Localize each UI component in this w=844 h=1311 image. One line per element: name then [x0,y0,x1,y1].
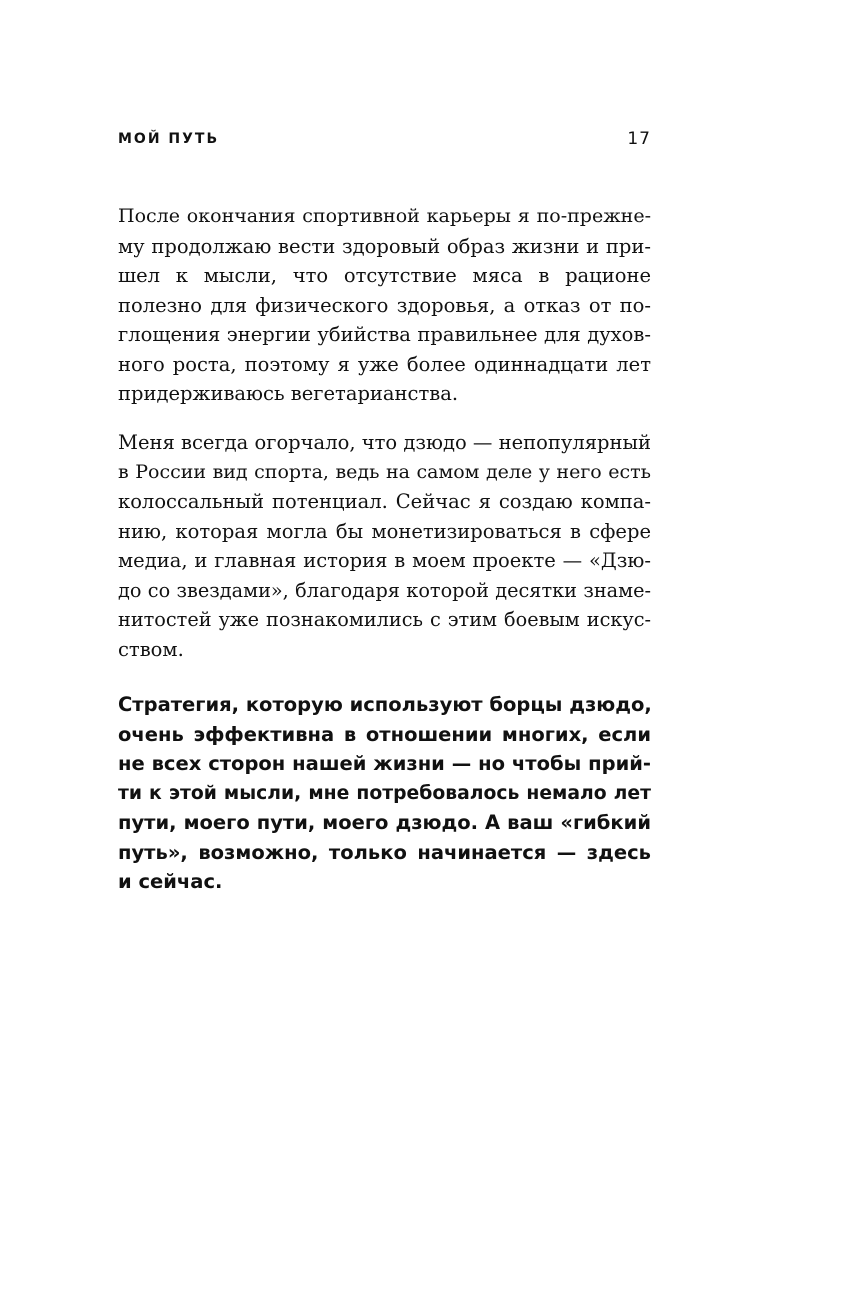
text-line: шел к мысли, что отсутствие мяса в рационе [118,264,651,287]
running-head [118,131,651,155]
paragraph-3-bold [118,690,651,897]
text-line: Стратегия, которую используют борцы дзюдо, [118,693,652,716]
text-line: му продолжаю вести здоровый образ жизни и при- [118,234,651,258]
text-line: и сейчас. [118,870,223,893]
text-line: После окончания спортивной карьеры я по-прежне- [118,205,651,227]
text-line: очень эффективна в отношении многих, если [118,722,651,746]
running-title: МОЙ ПУТЬ [118,131,220,147]
text-line: до со звездами», благодаря которой десятки знаме- [118,578,651,602]
text-line: не всех сторон нашей жизни — но чтобы прий- [118,752,651,775]
text-line: пути, моего пути, моего дзюдо. А ваш «гибкий [118,811,651,834]
paragraph-2 [118,428,651,664]
text-line: путь», возможно, только начинается — здесь [118,840,651,864]
text-line: Меня всегда огорчало, что дзюдо — непопулярный [118,431,652,454]
text-line: глощения энергии убийства правильнее для духов- [118,323,651,346]
text-line: ного роста, поэтому я уже более одиннадцати лет [118,352,651,376]
text-line: медиа, и главная история в моем проекте — «Дзю- [118,549,651,572]
text-line: нитостей уже познакомились с этим боевым искус- [118,608,651,631]
paragraph-1 [118,202,651,409]
text-line: придерживаюсь вегетарианства. [118,382,459,405]
text-line: ством. [118,637,184,661]
text-line: в России вид спорта, ведь на самом деле у него есть [118,460,651,483]
text-line: ти к этой мысли, мне потребовалось немало лет [118,782,651,804]
text-line: полезно для физического здоровья, а отказ от по- [118,293,651,317]
text-line: нию, которая могла бы монетизироваться в сфере [118,519,651,543]
page-number: 17 [627,129,651,149]
text-line: колоссальный потенциал. Сейчас я создаю компа- [118,490,651,513]
